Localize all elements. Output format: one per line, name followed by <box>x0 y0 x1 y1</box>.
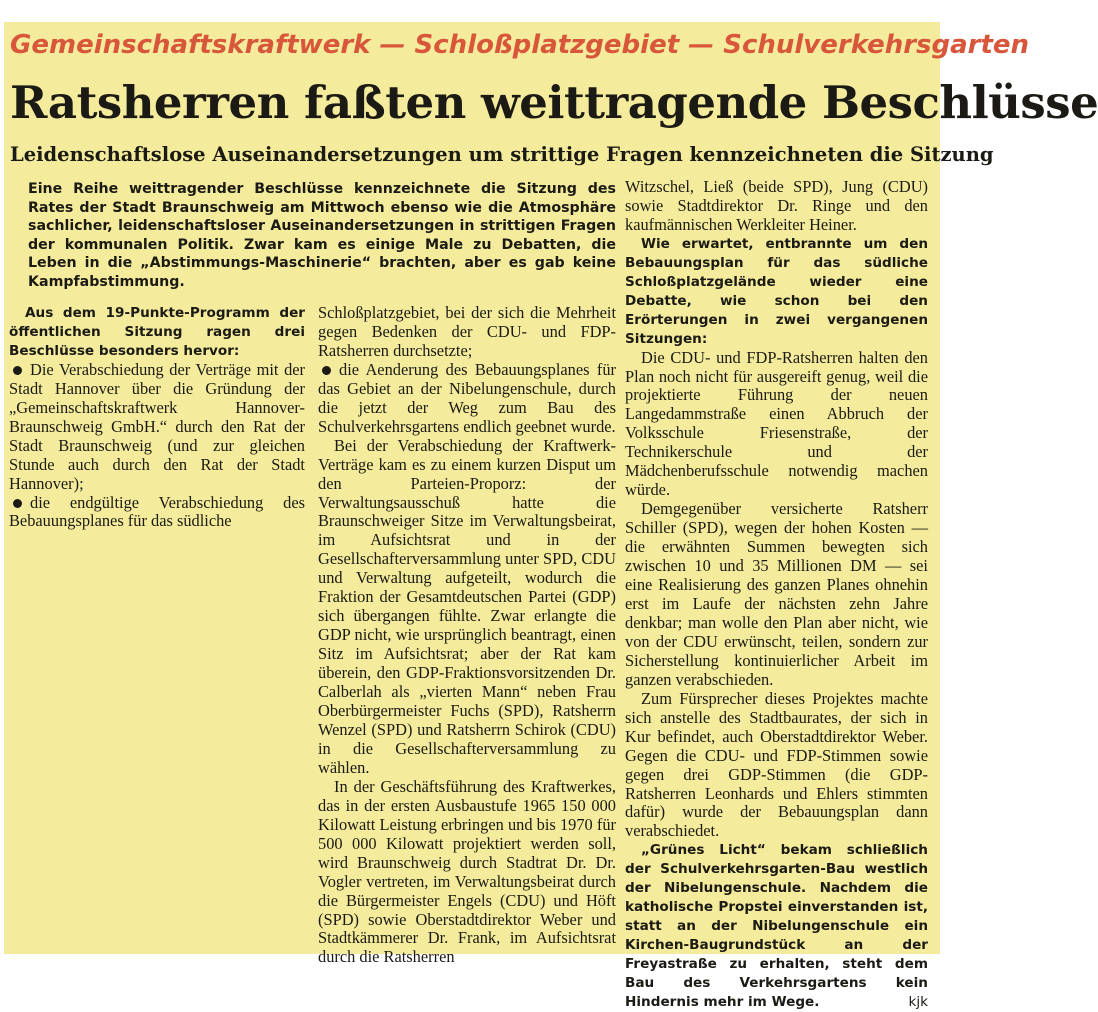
col2-paragraph-1: Schloßplatzgebiet, bei der sich die Mehrheit gegen Bedenken der CDU- und FDP-Ratsherren durchsetzte; <box>318 303 616 360</box>
column-3 <box>625 178 928 1012</box>
col1-paragraph-1: Aus dem 19-Punkte-Programm der öffentlichen Sitzung ragen drei Beschlüsse besonders hervor: <box>9 305 305 359</box>
lead-paragraph: Eine Reihe weittragender Beschlüsse kennzeichnete die Sitzung des Rates der Stadt Braunschweig am Mittwoch ebenso wie die Atmosphäre sachlicher, leidenschaftsloser Auseinandersetzungen in strittigen Fragen der kommunalen Politik. Zwar kam es einige Male zu Debatten, die Leben in die „Abstimmungs-Maschinerie“ brachten, aber es gab keine Kampfabstimmung. <box>28 181 616 290</box>
col3-paragraph-6 <box>625 841 928 1012</box>
column-1 <box>9 304 305 531</box>
col2-bullet-item <box>318 361 616 437</box>
col3-paragraph-2: Wie erwartet, entbrannte um den Bebauungsplan für das südliche Schloßplatzgelände wieder eine Debatte, wie schon bei den Erörterungen in zwei vergangenen Sitzungen: <box>625 235 928 347</box>
col1-bullet-item-1 <box>9 361 305 494</box>
col1-paragraph-2: Die Verabschiedung der Verträge mit der Stadt Hannover über die Gründung der „Gemeinschaftskraftwerk Hannover-Braunschweig GmbH.“ durch den Rat der Stadt Braunschweig (und zur gleichen Stunde auch durch den Rat der Stadt Hannover); <box>9 359 305 493</box>
col3-paragraph-4: Demgegenüber versicherte Ratsherr Schiller (SPD), wegen der hohen Kosten — die erwähnten Summen bewegten sich zwischen 10 und 35 Millionen DM — sei eine Realisierung des ganzen Planes ohnehin erst im Laufe der nächsten zehn Jahre denkbar; man wolle den Plan aber nicht, wie von der CDU erwünscht, teilen, sondern zur Sicherstellung kontinuierlicher Arbeit im ganzen verabschieden. <box>625 499 928 689</box>
col3-paragraph-6-text: „Grünes Licht“ bekam schließlich der Schulverkehrsgarten-Bau westlich der Nibelungenschule. Nachdem die katholische Propstei einverstanden ist, statt an der Nibelungenschule ein Kirchen-Baugrundstück an der Freyastraße zu erhalten, steht dem Bau des Verkehrsgartens kein Hindernis mehr im Wege. <box>625 842 928 1010</box>
bullet-icon <box>13 499 22 508</box>
column-2 <box>318 304 616 967</box>
col3-paragraph-3: Die CDU- und FDP-Ratsherren halten den Plan noch nicht für ausgereift genug, weil die projektierte Führung der neuen Langedammstraße einen Abbruch der Volksschule Friesenstraße, der Technikerschule und der Mädchenberufsschule notwendig machen würde. <box>625 347 928 500</box>
col2-paragraph-3: Bei der Verabschiedung der Kraftwerk-Verträge kam es zu einem kurzen Disput um den Parteien-Proporz: der Verwaltungsausschuß hatte die Braunschweiger Sitze im Verwaltungsbeirat, im Aufsichtsrat und in der Gesellschafterversammlung unter SPD, CDU und Verwaltung aufgeteilt, wodurch die Fraktion der Gesamtdeutschen Partei (GDP) sich übergangen fühlte. Zwar erlangte die GDP nicht, wie ursprünglich beantragt, einen Sitz im Aufsichtsrat; aber der Rat kam überein, den GDP-Fraktionsvorsitzenden Dr. Calberlah als „vierten Mann“ neben Frau Oberbürgermeister Fuchs (SPD), Ratsherrn Wenzel (SPD) und Ratsherrn Schirok (CDU) in die Gesellschafterversammlung zu wählen. <box>318 435 616 777</box>
subheadline: Leidenschaftslose Auseinandersetzungen um strittige Fragen kennzeichneten die Sitzung <box>10 143 994 166</box>
bullet-icon <box>13 366 22 375</box>
col1-paragraph-3: die endgültige Verabschiedung des Bebauungsplanes für das südliche <box>9 492 305 531</box>
col1-bullet-item-2 <box>9 494 305 532</box>
headline: Ratsherren faßten weittragende Beschlüsse <box>10 76 1098 129</box>
col2-paragraph-4: In der Geschäftsführung des Kraftwerkes, das in der ersten Ausbaustufe 1965 150 000 Kilowatt Leistung erbringen und bis 1970 für 500 000 Kilowatt projektiert werden soll, wird Braunschweig durch Stadtrat Dr. Dr. Vogler vertreten, im Verwaltungsbeirat durch die Bürgermeister Engels (CDU) und Höft (SPD) sowie Oberstadtdirektor Weber und Stadtkämmerer Dr. Frank, im Aufsichtsrat durch die Ratsherren <box>318 776 616 967</box>
author-signature: kjk <box>908 993 928 1010</box>
col3-paragraph-1: Witzschel, Ließ (beide SPD), Jung (CDU) sowie Stadtdirektor Dr. Ringe und den kaufmännischen Werkleiter Heiner. <box>625 177 928 234</box>
col2-paragraph-2: die Aenderung des Bebauungsplanes für das Gebiet an der Nibelungenschule, durch die jetzt der Weg zum Bau des Schulverkehrsgartens endlich geebnet wurde. <box>318 359 616 436</box>
col3-paragraph-5: Zum Fürsprecher dieses Projektes machte sich anstelle des Stadtbaurates, der sich in Kur befindet, auch Oberstadtdirektor Weber. Gegen die CDU- und FDP-Stimmen sowie gegen drei GDP-Stimmen (die GDP-Ratsherren Leonhards und Ehlers stimmten dafür) wurde der Bebauungsplan dann verabschiedet. <box>625 688 928 841</box>
kicker-line: Gemeinschaftskraftwerk — Schloßplatzgebiet — Schulverkehrsgarten <box>10 30 1030 60</box>
bullet-icon <box>322 366 331 375</box>
